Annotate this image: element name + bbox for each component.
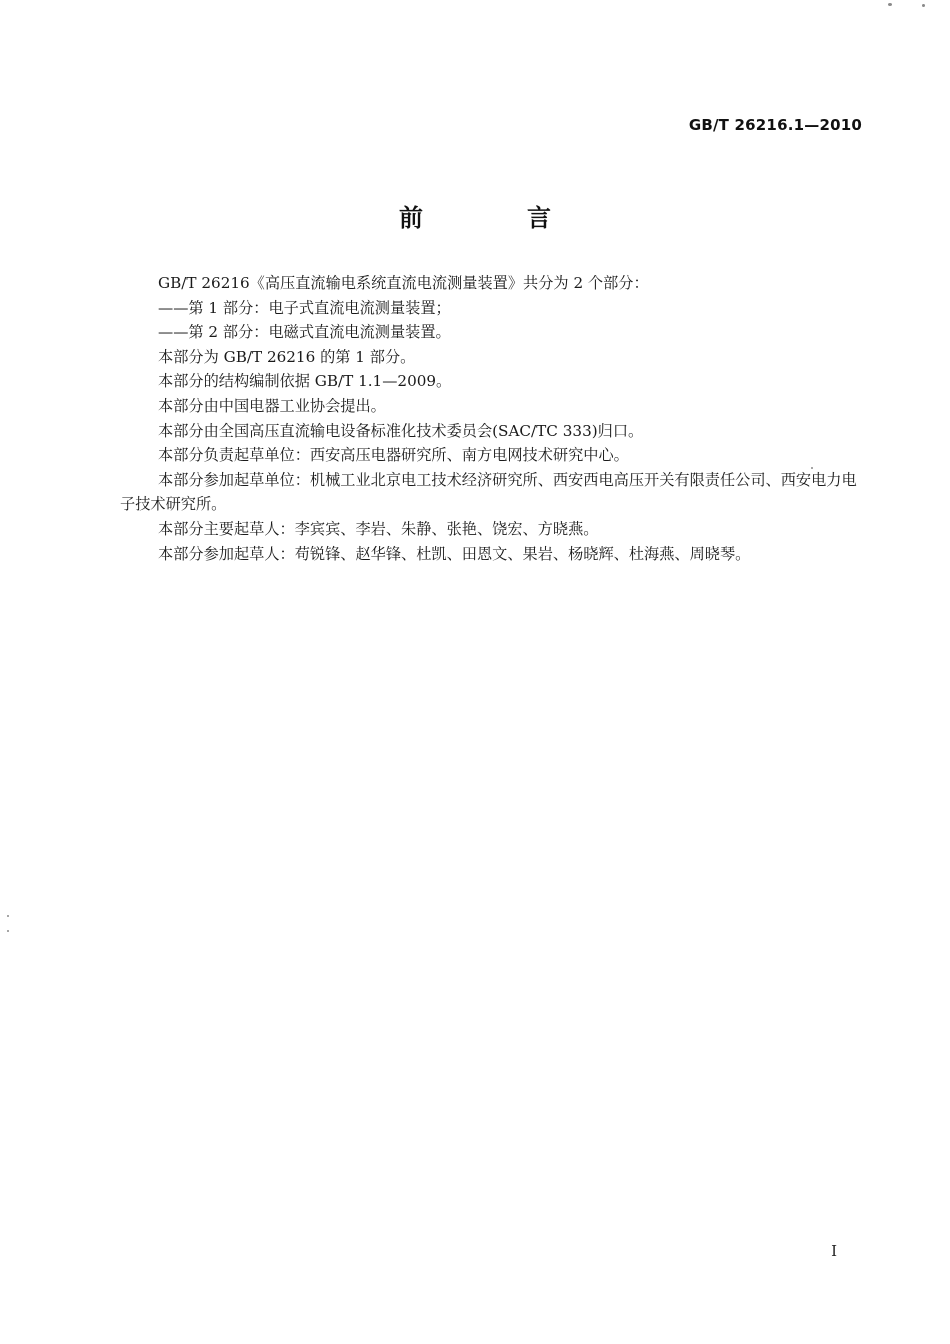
paragraph: 本部分由全国高压直流输电设备标准化技术委员会(SAC/TC 333)归口。 (158, 421, 644, 440)
paragraph: 本部分主要起草人：李宾宾、李岩、朱静、张艳、饶宏、方晓燕。 (158, 519, 599, 538)
paragraph: 本部分参加起草单位：机械工业北京电工技术经济研究所、西安西电高压开关有限责任公司、西安电力电子技术研究所。 (120, 470, 857, 514)
scan-speck (7, 930, 9, 932)
scan-speck (888, 3, 892, 6)
standard-code: GB/T 26216.1—2010 (688, 116, 862, 134)
paragraph: GB/T 26216《高压直流输电系统直流电流测量装置》共分为 2 个部分： (158, 274, 649, 292)
scan-speck (7, 915, 9, 917)
paragraph: 本部分参加起草人：苟锐锋、赵华锋、杜凯、田恩文、果岩、杨晓辉、杜海燕、周晓琴。 (158, 544, 751, 563)
paragraph: 本部分为 GB/T 26216 的第 1 部分。 (158, 347, 416, 366)
page-number: I (831, 1242, 837, 1260)
scan-speck (922, 4, 925, 7)
paragraph: 本部分的结构编制依据 GB/T 1.1—2009。 (158, 372, 452, 391)
list-item: ——第 1 部分：电子式直流电流测量装置； (158, 298, 451, 317)
paragraph: 本部分负责起草单位：西安高压电器研究所、南方电网技术研究中心。 (158, 446, 629, 465)
list-item: ——第 2 部分：电磁式直流电流测量装置。 (158, 323, 451, 342)
paragraph: 本部分由中国电器工业协会提出。 (158, 396, 386, 415)
scan-speck (811, 467, 813, 469)
page-title: 前 言 (399, 204, 591, 232)
foreword-body (120, 271, 860, 566)
